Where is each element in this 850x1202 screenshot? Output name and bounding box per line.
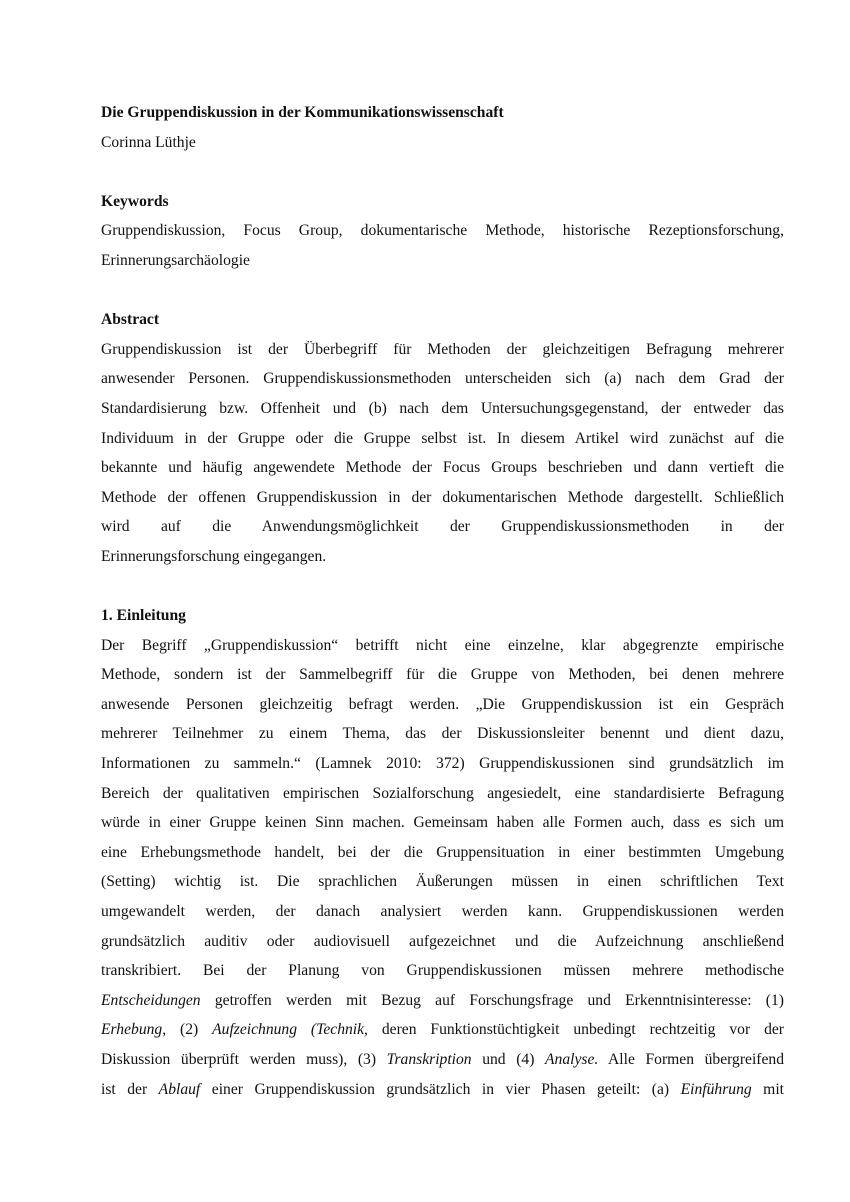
emphasized-text: Ablauf [158,1080,201,1098]
body-line: eine Erhebungsmethode handelt, bei der die Gruppensituation in einer bestimmten Umgebung [101,843,784,861]
abstract-line: Methode der offenen Gruppendiskussion in der dokumentarischen Methode dargestellt. Schließlich [101,488,784,506]
emphasized-text: Erhebung [101,1021,163,1039]
body-line: (Setting) wichtig ist. Die sprachlichen Äußerungen müssen in einen schriftlichen Text [101,873,784,891]
text-run: mit [751,1080,784,1098]
body-line: umgewandelt werden, der danach analysiert werden kann. Gruppendiskussionen werden [101,903,784,921]
body-line: Informationen zu sammeln.“ (Lamnek 2010: 372) Gruppendiskussionen sind grundsätzlich im [101,755,784,773]
spacer [101,157,784,187]
text-run: Alle Formen übergreifend [598,1051,784,1068]
keywords-heading: Keywords [101,192,169,210]
abstract-line: Individuum in der Gruppe oder die Gruppe selbst ist. In diesem Artikel wird zunächst auf die [101,429,784,447]
section-heading: 1. Einleitung [101,607,186,625]
author-name: Corinna Lüthje [101,133,196,151]
body-line: mehrerer Teilnehmer zu einem Thema, das der Diskussionsleiter benennt und dient dazu, [101,725,784,743]
text-run: , deren Funktionstüchtigkeit unbedingt rechtzeitig vor der [364,1021,784,1039]
body-line: Bereich der qualitativen empirischen Sozialforschung angesiedelt, eine standardisierte Befragung [101,784,784,802]
document-page [101,98,784,1104]
abstract-line: Erinnerungsforschung eingegangen. [101,547,327,565]
abstract-line: anwesender Personen. Gruppendiskussionsmethoden unterscheiden sich (a) nach dem Grad der [101,370,784,388]
keywords-line: Erinnerungsarchäologie [101,251,250,269]
body-line [101,1015,784,1045]
emphasized-text: Einführung [680,1080,752,1098]
body-line: Methode, sondern ist der Sammelbegriff für die Gruppe von Methoden, bei denen mehrere [101,666,784,684]
text-run: , (2) [162,1021,213,1039]
body-line: transkribiert. Bei der Planung von Gruppendiskussionen müssen mehrere methodische [101,962,784,980]
abstract-heading: Abstract [101,311,160,329]
abstract-line: wird auf die Anwendungsmöglichkeit der Gruppendiskussionsmethoden in der [101,518,784,536]
text-run: Diskussion überprüft werden muss), (3) [101,1051,387,1068]
text-run: und (4) [471,1051,545,1068]
spacer [101,276,784,306]
body-line: grundsätzlich auditiv oder audiovisuell aufgezeichnet und die Aufzeichnung anschließend [101,932,784,950]
text-run: einer Gruppendiskussion grundsätzlich in vier Phasen geteilt: (a) [200,1080,681,1098]
document-title: Die Gruppendiskussion in der Kommunikationswissenschaft [101,104,504,121]
abstract-line: bekannte und häufig angewendete Methode der Focus Groups beschrieben und dann vertieft die [101,459,784,477]
emphasized-text: Analyse. [545,1051,599,1068]
body-line [101,1075,784,1105]
body-line: Der Begriff „Gruppendiskussion“ betrifft nicht eine einzelne, klar abgegrenzte empirische [101,636,784,654]
emphasized-text: Entscheidungen [101,991,201,1009]
body-line [101,1045,784,1075]
abstract-line: Standardisierung bzw. Offenheit und (b) nach dem Untersuchungsgegenstand, der entweder das [101,399,784,417]
text-run: getroffen werden mit Bezug auf Forschungsfrage und Erkenntnisinteresse: (1) [200,991,784,1009]
body-line: würde in einer Gruppe keinen Sinn machen. Gemeinsam haben alle Formen auch, dass es sich um [101,814,784,832]
keywords-line: Gruppendiskussion, Focus Group, dokumentarische Methode, historische Rezeptionsforschung, [101,222,784,240]
emphasized-text: Aufzeichnung (Technik [212,1021,365,1039]
text-run: ist der [101,1080,159,1098]
body-line [101,986,784,1016]
spacer [101,572,784,602]
emphasized-text: Transkription [386,1051,472,1068]
body-line: anwesende Personen gleichzeitig befragt werden. „Die Gruppendiskussion ist ein Gespräch [101,695,784,713]
abstract-line: Gruppendiskussion ist der Überbegriff für Methoden der gleichzeitigen Befragung mehrerer [101,340,784,358]
